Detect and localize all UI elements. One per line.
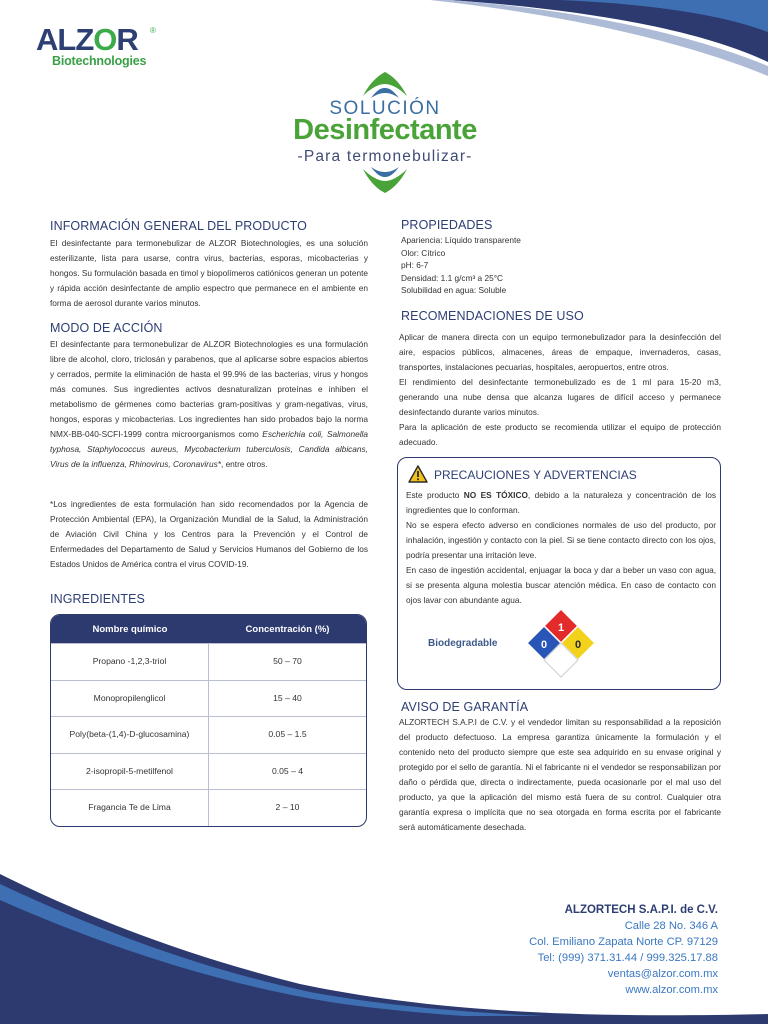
warning-icon <box>408 465 428 483</box>
logo-text-suffix: R <box>116 22 138 57</box>
property-density: Densidad: 1.1 g/cm³ a 25°C <box>401 272 504 283</box>
biodegradable-label: Biodegradable <box>428 638 498 649</box>
column-header-name: Nombre químico <box>51 615 209 643</box>
ingredient-name: Monopropilenglicol <box>51 680 209 717</box>
property-odor: Olor: Cítrico <box>401 247 446 258</box>
logo-subtitle: Biotechnologies <box>52 54 147 68</box>
company-name: ALZORTECH S.A.P.I. de C.V. <box>564 904 718 916</box>
precautions-paragraph-1 <box>406 488 716 518</box>
precautions-p1-start: Este producto <box>406 490 464 500</box>
website-link[interactable]: www.alzor.com.mx <box>625 984 718 996</box>
phone-numbers: Tel: (999) 371.31.44 / 999.325.17.88 <box>537 952 718 964</box>
table-row <box>51 716 366 753</box>
address-line-2: Col. Emiliano Zapata Norte CP. 97129 <box>529 936 718 948</box>
recommendation-note: *Los ingredientes de esta formulación han sido recomendados por la Agencia de Protección Ambiental (EPA), la Organización Mundial de la Salud, la Administración de Aviación Civil China y los Centros para la Prevención y el Control de Enfermedades del Departamento de Salud y Servicios Humanos del Gobierno de los Estados Unidos de América contra el virus COVID-19. <box>50 499 368 569</box>
warranty-text: ALZORTECH S.A.P.I de C.V. y el vendedor limitan su responsabilidad a la reposición del producto defectuoso. La empresa garantiza únicamente la formulación y el contenido neto del producto siempre que este sea adquirido en su envase original y protegido por el sello de garantía. Ni el fabricante ni el vendedor se responsabilizan por daño o pérdida que, directa o indirectamente, pueda ocasionarle por el mal uso del producto, ya que la aplicación del mismo está fuera de su control. Cualquier otra garantía expresa o implícita que no sea otorgada en forma escrita por el fabricante será automáticamente desechada. <box>399 717 721 832</box>
nfpa-reactivity-value: 0 <box>574 639 582 651</box>
company-logo <box>36 22 166 72</box>
ingredient-name: Poly(beta-(1,4)-D-glucosamina) <box>51 716 209 753</box>
precautions-paragraph-3: En caso de ingestión accidental, enjuagar la boca y dar a beber un vaso con agua, si se presenta alguna molestia buscar atención médica. En caso de contacto con ojos lavar con abundante agua. <box>406 565 716 605</box>
logo-registered-mark: ® <box>150 26 156 35</box>
ingredients-table <box>50 614 367 827</box>
nfpa-diamond-icon <box>526 608 596 678</box>
action-mode-text-end: , entre otros. <box>220 459 268 469</box>
ingredient-name: Propano -1,2,3-triol <box>51 643 209 680</box>
usage-paragraph-2: El rendimiento del desinfectante termonebulizado es de 1 ml para 15-20 m3, generando una nube densa que alcanza lugares de difícil acceso y permanece desinfectando durante varios minutos. <box>399 377 721 417</box>
column-header-concentration: Concentración (%) <box>209 615 366 643</box>
usage-paragraph-1: Aplicar de manera directa con un equipo termonebulizador para la desinfección del aire, espacios públicos, almacenes, áreas de empaque, invernaderos, casas, transportes, instalaciones pecuarias, hospitales, aeropuertos, entre otros. <box>399 332 721 372</box>
ingredient-name: Fragancia Te de Lima <box>51 789 209 826</box>
ingredient-concentration: 2 – 10 <box>209 789 366 826</box>
logo-text-prefix: ALZ <box>36 22 94 57</box>
ingredient-concentration: 15 – 40 <box>209 680 366 717</box>
ingredients-heading: INGREDIENTES <box>50 592 145 606</box>
action-mode-organisms: Escherichia coli, Salmonella typhosa, Staphylococcus aureus, Mycobacterium tuberculosis, Candida albicans, Virus de la influenza, Rhinovirus, Coronavirus* <box>50 429 368 469</box>
logo-text-o: O <box>93 22 117 57</box>
address-line-1: Calle 28 No. 346 A <box>624 920 718 932</box>
action-mode-heading: MODO DE ACCIÓN <box>50 321 163 335</box>
nfpa-flammability-value: 1 <box>557 622 565 634</box>
title-line-1: SOLUCIÓN <box>329 98 441 119</box>
title-emblem-bottom-icon <box>355 165 415 195</box>
precautions-p1-end: , debido a la naturaleza y concentración de los ingredientes que lo conforman. <box>406 490 716 515</box>
ingredients-table-header <box>51 615 366 643</box>
action-mode-text <box>50 337 368 472</box>
table-row <box>51 753 366 790</box>
table-row <box>51 789 366 826</box>
general-info-text: El desinfectante para termonebulizar de ALZOR Biotechnologies, es una solución esterilizante, lista para usarse, contra virus, bacterias, esporas, micobacterias y hongos. Su formulación basada en timol y biopolímeros catiónicos generan un potente y rápida acción desinfectante de amplio espectro que permanece en el ambiente en forma de aerosol durante varios minutos. <box>50 238 368 308</box>
contact-block <box>529 902 718 998</box>
general-info-heading: INFORMACIÓN GENERAL DEL PRODUCTO <box>50 219 307 233</box>
ingredient-concentration: 0.05 – 4 <box>209 753 366 790</box>
action-mode-text-start: El desinfectante para termonebulizar de ALZOR Biotechnologies es una formulación libre de alcohol, cloro, triclosán y parabenos, que al aplicarse sobre espacios abiertos y cerrados, permite la eliminación de hasta el 99.9% de las bacterias, virus y hongos más comunes. Sus ingredientes activos desnaturalizan proteínas e inhiben el metabolismo de gérmenes como bacterias gram-positivas y gram-negativas, virus, hongos, esporas y micobacterias. Los ingredientes han sido probados bajo la norma NMX-BB-040-SCFI-1999 contra microorganismos como <box>50 339 368 439</box>
title-line-3: -Para termonebulizar- <box>297 148 473 165</box>
nfpa-health-value: 0 <box>540 639 548 651</box>
precautions-box <box>397 457 721 690</box>
product-title-block <box>230 70 540 195</box>
ingredient-name: 2-isopropil-5-metilfenol <box>51 753 209 790</box>
usage-recommendations-heading: RECOMENDACIONES DE USO <box>401 309 584 323</box>
precautions-heading: PRECAUCIONES Y ADVERTENCIAS <box>434 468 637 482</box>
property-solubility: Solubilidad en agua: Soluble <box>401 285 507 295</box>
table-row <box>51 680 366 717</box>
warranty-heading: AVISO DE GARANTÍA <box>401 700 529 714</box>
properties-heading: PROPIEDADES <box>401 218 493 232</box>
usage-paragraph-3: Para la aplicación de este producto se recomienda utilizar el equipo de protección adecuado. <box>399 422 721 447</box>
ingredient-concentration: 0.05 – 1.5 <box>209 716 366 753</box>
title-emblem-top-icon <box>355 70 415 100</box>
precautions-paragraph-2: No se espera efecto adverso en condiciones normales de uso del producto, por inhalación, ingestión y contacto con la piel. Si se tiene contacto directo con los ojos, podría presentar una irritación leve. <box>406 520 716 560</box>
ingredient-concentration: 50 – 70 <box>209 643 366 680</box>
properties-list <box>401 234 721 297</box>
precautions-text <box>406 488 716 608</box>
table-row <box>51 643 366 680</box>
property-appearance: Apariencia: Líquido transparente <box>401 235 521 245</box>
usage-recommendations-text <box>399 330 721 450</box>
property-ph: pH: 6-7 <box>401 260 429 270</box>
email-link[interactable]: ventas@alzor.com.mx <box>607 968 718 980</box>
precautions-p1-bold: NO ES TÓXICO <box>463 490 528 500</box>
title-line-2: Desinfectante <box>293 114 477 146</box>
